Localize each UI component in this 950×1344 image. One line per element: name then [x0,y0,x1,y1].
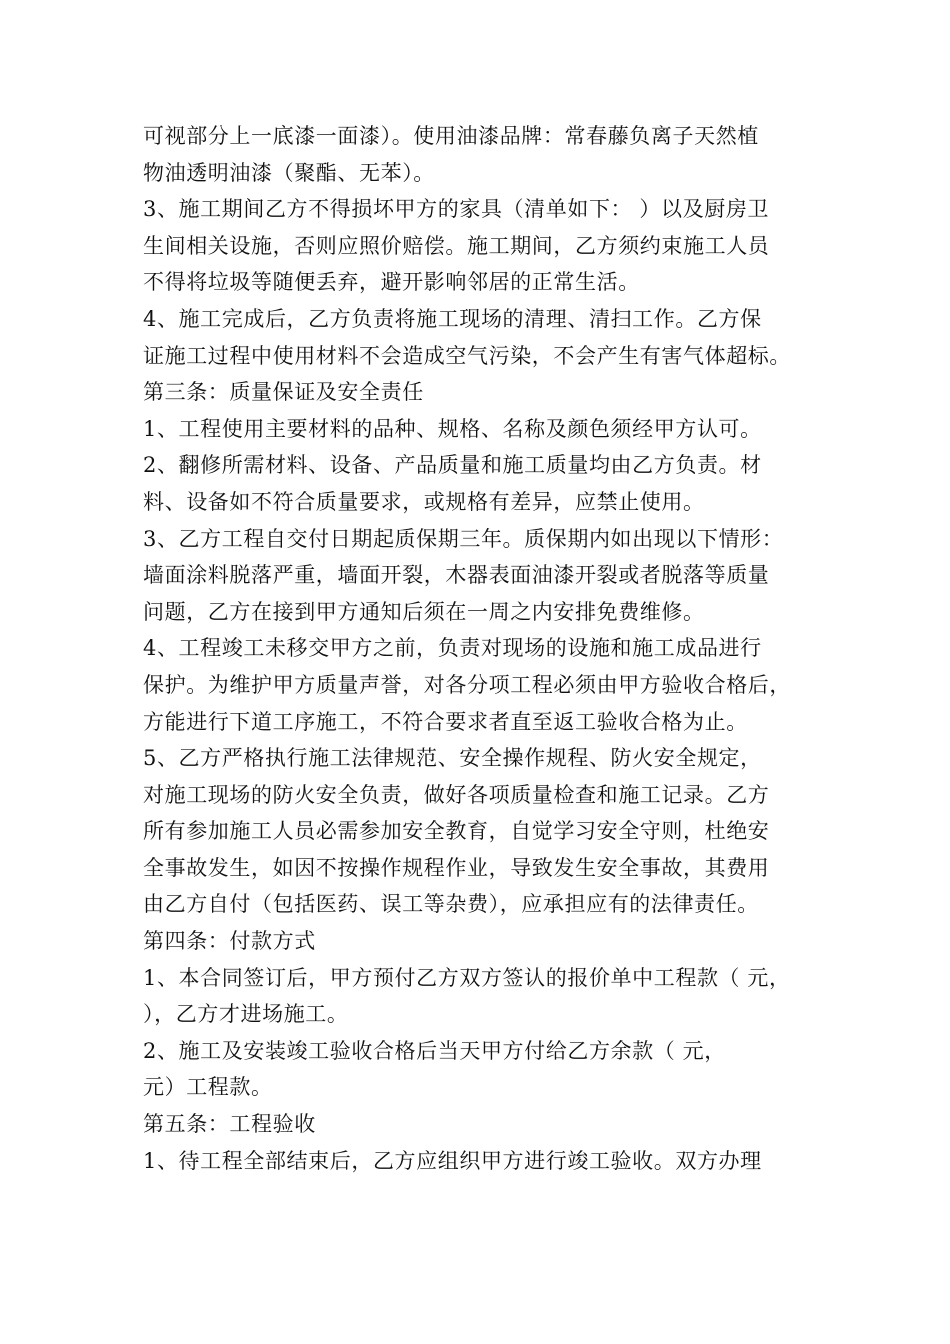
text-line: 物油透明油漆（聚酯、无苯）。 [143,160,435,185]
text-line: 1、待工程全部结束后，乙方应组织甲方进行竣工验收。双方办理 [143,1148,762,1173]
text-line: 保护。为维护甲方质量声誉，对各分项工程必须由甲方验收合格后， [143,672,791,697]
text-line: 全事故发生，如因不按操作规程作业，导致发生安全事故，其费用 [143,855,770,880]
text-line: 料、设备如不符合质量要求，或规格有差异，应禁止使用。 [143,489,705,514]
text-line: 所有参加施工人员必需参加安全教育，自觉学习安全守则，杜绝安 [143,819,770,844]
contract-text [143,118,813,1179]
text-line: 不得将垃圾等随便丢弃，避开影响邻居的正常生活。 [143,270,640,295]
text-line: 3、施工期间乙方不得损坏甲方的家具（清单如下： ）以及厨房卫 [143,197,770,222]
text-line: 生间相关设施，否则应照价赔偿。施工期间，乙方须约束施工人员 [143,233,770,258]
section-heading: 第三条：质量保证及安全责任 [143,380,424,405]
section-heading: 第四条：付款方式 [143,929,316,954]
text-line: 4、施工完成后，乙方负责将施工现场的清理、清扫工作。乙方保 [143,306,762,331]
text-line: 问题，乙方在接到甲方通知后须在一周之内安排免费维修。 [143,599,705,624]
text-line: 2、翻修所需材料、设备、产品质量和施工质量均由乙方负责。材 [143,453,762,478]
text-line: ），乙方才进场施工。 [143,1002,349,1027]
text-line: 1、工程使用主要材料的品种、规格、名称及颜色须经甲方认可。 [143,416,762,441]
text-line: 证施工过程中使用材料不会造成空气污染，不会产生有害气体超标。 [143,343,791,368]
text-line: 元）工程款。 [143,1075,273,1100]
text-line: 2、施工及安装竣工验收合格后当天甲方付给乙方余款（ 元， [143,1038,726,1063]
section-heading: 第五条：工程验收 [143,1112,316,1137]
text-line: 5、乙方严格执行施工法律规范、安全操作规程、防火安全规定， [143,746,762,771]
text-line: 对施工现场的防火安全负责，做好各项质量检查和施工记录。乙方 [143,782,770,807]
text-line: 3、乙方工程自交付日期起质保期三年。质保期内如出现以下情形： [143,526,784,551]
text-line: 方能进行下道工序施工，不符合要求者直至返工验收合格为止。 [143,709,748,734]
text-line: 4、工程竣工未移交甲方之前，负责对现场的设施和施工成品进行 [143,636,762,661]
text-line: 由乙方自付（包括医药、误工等杂费），应承担应有的法律责任。 [143,892,759,917]
text-line: 墙面涂料脱落严重，墙面开裂，木器表面油漆开裂或者脱落等质量 [143,563,770,588]
text-line: 可视部分上一底漆一面漆）。使用油漆品牌：常春藤负离子天然植 [143,124,759,148]
text-line: 1、本合同签订后，甲方预付乙方双方签认的报价单中工程款（ 元， [143,965,791,990]
